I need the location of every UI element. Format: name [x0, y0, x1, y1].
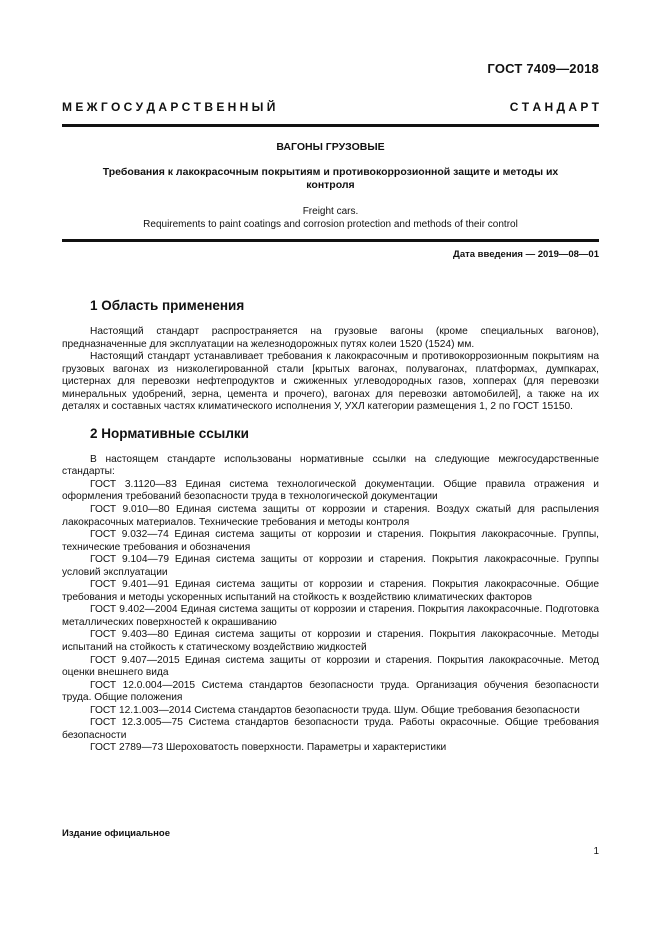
reference-item: ГОСТ 2789—73 Шероховатость поверхности. Параметры и характеристики	[90, 742, 447, 754]
section-1-heading: 1 Область применения	[90, 298, 245, 313]
reference-item: ГОСТ 9.010—80 Единая система защиты от коррозии и старения. Воздух сжатый для распыления лакокрасочных материалов. Технические требования и методы контроля	[62, 504, 599, 528]
reference-item: ГОСТ 9.402—2004 Единая система защиты от коррозии и старения. Покрытия лакокрасочные. Подготовка металлических поверхностей к окрашиванию	[62, 604, 599, 628]
section-2-intro-paragraph: В настоящем стандарте использованы нормативные ссылки на следующие межгосударственные стандарты:	[62, 453, 599, 478]
section-1-paragraph: Настоящий стандарт устанавливает требования к лакокрасочным и противокоррозионным покрытиям на грузовых вагонах из низколегированной стали [крытых вагонах, полувагонах, платформах, думпкарах, цистернах для перевозки нефтепродуктов и сжиженных углеводородных газов, хопперах (для перевозки минеральных удобрений, зерна, цемента и прочего), вагонах для перевозки автомобилей], а также на их деталях и составных частях климатического исполнения У, УХЛ категории размещения 1, 2 по ГОСТ 15150.	[62, 351, 599, 413]
reference-item: ГОСТ 3.1120—83 Единая система технологической документации. Общие правила отражения и оформления требований безопасности труда в технологической документации	[62, 478, 599, 503]
reference-item: ГОСТ 9.104—79 Единая система защиты от коррозии и старения. Покрытия лакокрасочные. Группы условий эксплуатации	[62, 554, 599, 578]
reference-item: ГОСТ 9.407—2015 Единая система защиты от коррозии и старения. Покрытия лакокрасочные. Метод оценки внешнего вида	[62, 654, 599, 679]
section-1-paragraph: Настоящий стандарт распространяется на грузовые вагоны (кроме специальных вагонов), предназначенные для эксплуатации на железнодорожных путях колеи 1520 (1524) мм.	[62, 326, 599, 350]
document-code: ГОСТ 7409—2018	[487, 61, 599, 76]
introduction-date: Дата введения — 2019—08—01	[453, 249, 599, 260]
document-subtitle-ru: Требования к лакокрасочным покрытиям и противокоррозионной защите и методы их контроля	[102, 166, 559, 191]
reference-item: ГОСТ 12.0.004—2015 Система стандартов безопасности труда. Организация обучения безопасности труда. Общие положения	[62, 679, 599, 704]
reference-item: ГОСТ 9.032—74 Единая система защиты от коррозии и старения. Покрытия лакокрасочные. Группы, технические требования и обозначения	[62, 529, 599, 553]
document-title-en	[62, 205, 599, 231]
top-divider	[62, 124, 599, 127]
reference-item: ГОСТ 9.401—91 Единая система защиты от коррозии и старения. Покрытия лакокрасочные. Общие требования и методы ускоренных испытаний на стойкость к воздействию климатических факторов	[62, 579, 599, 603]
banner-word-interstate: М Е Ж Г О С У Д А Р С Т В Е Н Н Ы Й	[62, 100, 276, 114]
section-2-heading: 2 Нормативные ссылки	[90, 425, 249, 441]
title-en-line-1: Freight cars.	[302, 206, 359, 217]
reference-item: ГОСТ 12.1.003—2014 Система стандартов безопасности труда. Шум. Общие требования безопасности	[90, 704, 580, 716]
reference-item: ГОСТ 9.403—80 Единая система защиты от коррозии и старения. Покрытия лакокрасочные. Методы испытаний на стойкость к статическому воздействию жидкостей	[62, 629, 599, 654]
reference-item: ГОСТ 12.3.005—75 Система стандартов безопасности труда. Работы окрасочные. Общие требования безопасности	[62, 717, 599, 741]
title-en-line-2: Requirements to paint coatings and corrosion protection and methods of their control	[143, 219, 518, 230]
document-body	[62, 298, 599, 755]
banner-word-standard: С Т А Н Д А Р Т	[509, 100, 599, 114]
official-edition-label: Издание официальное	[62, 828, 170, 839]
standard-banner	[62, 100, 599, 114]
middle-divider	[62, 239, 599, 242]
page-number: 1	[593, 846, 599, 857]
document-title-ru: ВАГОНЫ ГРУЗОВЫЕ	[276, 141, 385, 153]
